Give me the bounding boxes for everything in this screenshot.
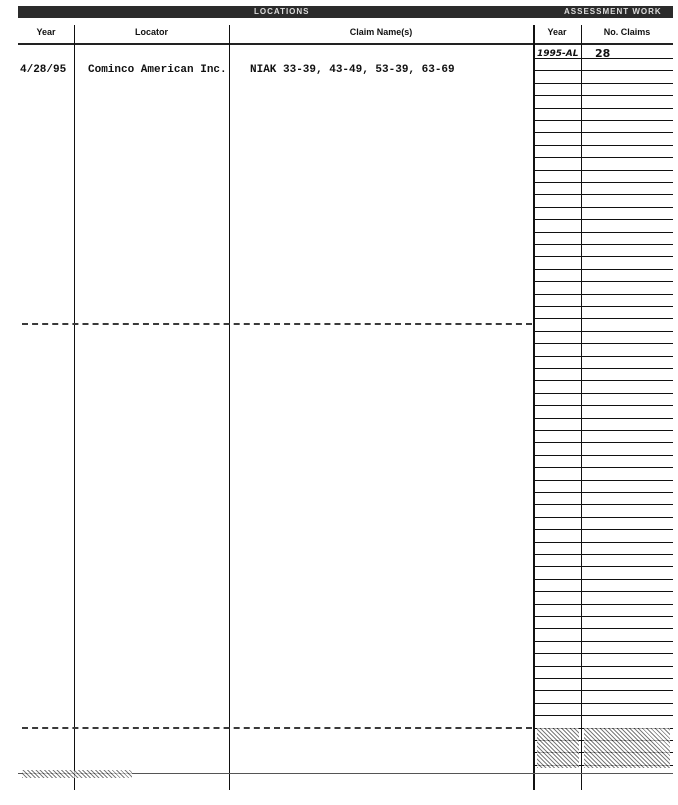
- assessment-row-line: [535, 182, 673, 183]
- assessment-row-line: [535, 504, 673, 505]
- assessment-row-line: [535, 281, 673, 282]
- lower-dashed-rule: [22, 727, 532, 729]
- assessment-row-line: [535, 157, 673, 158]
- assessment-row-line: [535, 554, 673, 555]
- assessment-row-line: [535, 405, 673, 406]
- assessment-row-line: [535, 120, 673, 121]
- assessment-row-line: [535, 343, 673, 344]
- assessment-row-line: [535, 678, 673, 679]
- divider-locator-claims: [229, 25, 230, 790]
- assessment-count-entry: 28: [595, 47, 611, 60]
- assessment-row-line: [535, 517, 673, 518]
- column-header-year: Year: [36, 27, 56, 37]
- assessment-row-line: [535, 628, 673, 629]
- assessment-row-line: [535, 132, 673, 133]
- assessment-row-line: [535, 318, 673, 319]
- assessment-row-line: [535, 591, 673, 592]
- assessment-row-line: [535, 70, 673, 71]
- column-header-no-claims: No. Claims: [603, 27, 651, 37]
- divider-claims-assessment: [533, 25, 535, 790]
- assessment-row-line: [535, 170, 673, 171]
- assessment-row-line: [535, 442, 673, 443]
- assessment-row-line: [535, 83, 673, 84]
- assessment-row-line: [535, 604, 673, 605]
- scan-noise-right: [584, 728, 670, 768]
- entry-claim-names: NIAK 33-39, 43-49, 53-39, 63-69: [250, 64, 455, 76]
- assessment-row-line: [535, 244, 673, 245]
- top-label-locations: LOCATIONS: [254, 7, 310, 16]
- assessment-row-line: [535, 579, 673, 580]
- assessment-row-line: [535, 108, 673, 109]
- assessment-row-line: [535, 95, 673, 96]
- column-header-locator: Locator: [134, 27, 168, 37]
- assessment-row-line: [535, 393, 673, 394]
- top-label-assessment: ASSESSMENT WORK: [564, 7, 662, 16]
- divider-year-locator: [74, 25, 75, 790]
- header-dark-band: [18, 6, 673, 18]
- assessment-row-line: [535, 306, 673, 307]
- assessment-row-line: [535, 207, 673, 208]
- assessment-row-line: [535, 666, 673, 667]
- assessment-row-line: [535, 269, 673, 270]
- mid-dashed-rule: [22, 323, 532, 325]
- assessment-row-line: [535, 455, 673, 456]
- assessment-row-line: [535, 690, 673, 691]
- assessment-row-line: [535, 566, 673, 567]
- assessment-row-line: [535, 219, 673, 220]
- entry-locator: Cominco American Inc.: [88, 64, 227, 76]
- assessment-row-line: [535, 480, 673, 481]
- assessment-row-line: [535, 194, 673, 195]
- assessment-row-line: [535, 145, 673, 146]
- divider-assessment-count: [581, 25, 582, 790]
- assessment-row-line: [535, 331, 673, 332]
- assessment-row-line: [535, 467, 673, 468]
- assessment-row-line: [535, 542, 673, 543]
- scan-noise-left: [537, 728, 579, 768]
- assessment-row-line: [535, 368, 673, 369]
- assessment-row-line: [535, 492, 673, 493]
- assessment-row-line: [535, 256, 673, 257]
- column-header-assessment-year: Year: [547, 27, 567, 37]
- assessment-row-line: [535, 703, 673, 704]
- assessment-row-line: [535, 418, 673, 419]
- assessment-row-line: [535, 430, 673, 431]
- assessment-row-line: [535, 232, 673, 233]
- assessment-year-entry: 1995-AL: [537, 49, 579, 59]
- column-header-row: [18, 25, 673, 45]
- assessment-row-line: [535, 294, 673, 295]
- entry-year: 4/28/95: [20, 64, 67, 76]
- assessment-row-line: [535, 653, 673, 654]
- assessment-row-line: [535, 715, 673, 716]
- assessment-row-line: [535, 641, 673, 642]
- assessment-row-line: [535, 380, 673, 381]
- assessment-row-line: [535, 616, 673, 617]
- assessment-row-line: [535, 529, 673, 530]
- assessment-row-line: [535, 356, 673, 357]
- scan-noise-footer: [22, 770, 132, 778]
- column-header-claim-names: Claim Name(s): [349, 27, 413, 37]
